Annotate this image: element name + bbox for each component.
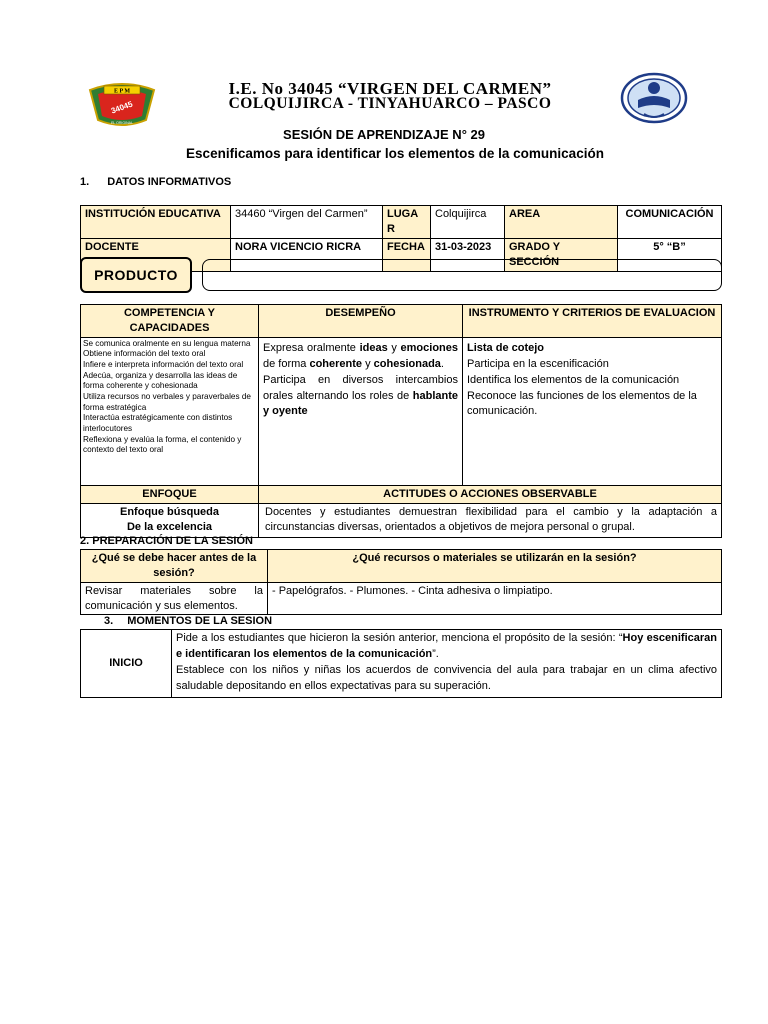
- capacidad-item: Interactúa estratégicamente con distintos interlocutores: [83, 413, 233, 433]
- grado-label: GRADO Y SECCIÓN: [505, 239, 618, 272]
- instrumento-title: Lista de cotejo: [467, 341, 545, 354]
- inicio-paragraph-1: Pide a los estudiantes que hicieron la sesión anterior, menciona el propósito de la sesión: “Hoy escenificaran e identificaran los elementos de la comunicación”.: [176, 632, 717, 660]
- lugar-value: Colquijirca: [431, 206, 505, 239]
- antes-question: ¿Qué se debe hacer antes de la sesión?: [81, 550, 268, 583]
- criterio-item: Identifica los elementos de la comunicación: [467, 373, 680, 386]
- section-1-label: DATOS INFORMATIVOS: [107, 176, 232, 188]
- col-desempeno-header: DESEMPEÑO: [259, 305, 463, 338]
- docente-value: NORA VICENCIO RICRA: [231, 239, 383, 272]
- enfoque-header: ENFOQUE: [81, 486, 259, 504]
- school-location-header: COLQUIJIRCA - TINYAHUARCO – PASCO: [228, 95, 552, 112]
- capacidad-item: Reflexiona y evalúa la forma, el contenido y contexto del texto oral: [83, 434, 242, 455]
- desempeno-paragraph-2: Participa en diversos intercambios orales alternando los roles de hablante y oyente: [263, 373, 458, 418]
- inst-label: INSTITUCIÓN EDUCATIVA: [81, 206, 231, 239]
- momentos-table: [80, 629, 722, 698]
- criterio-item: Reconoce las funciones de los elementos de la comunicación.: [467, 389, 697, 418]
- session-title: SESIÓN DE APRENDIZAJE N° 29: [283, 127, 485, 142]
- capacidad-item: Infiere e interpreta información del texto oral: [83, 360, 244, 369]
- fecha-value: 31-03-2023: [431, 239, 505, 272]
- capacidad-item: Se comunica oralmente en su lengua materna Obtiene información del texto oral: [83, 338, 251, 359]
- producto-field: [202, 259, 722, 291]
- section-3-heading: [104, 615, 272, 627]
- recursos-question: ¿Qué recursos o materiales se utilizarán en la sesión?: [268, 550, 722, 583]
- crest-caption: EL ORIGINAL: [111, 121, 133, 125]
- criterio-item: Participa en la escenificación: [467, 357, 609, 370]
- docente-label: DOCENTE: [81, 239, 231, 272]
- inicio-content: [172, 630, 722, 698]
- instrumento-cell: [463, 337, 722, 499]
- section-2-heading: 2. PREPARACIÓN DE LA SESIÓN: [80, 535, 253, 547]
- session-subtitle: Escenificamos para identificar los elementos de la comunicación: [186, 146, 604, 161]
- capacidad-item: Utiliza recursos no verbales y paraverbales de forma estratégica: [83, 391, 251, 412]
- fecha-label: FECHA: [383, 239, 431, 272]
- school-crest-logo: [86, 80, 158, 128]
- capacidad-item: Adecúa, organiza y desarrolla las ideas de forma coherente y cohesionada: [83, 370, 238, 391]
- enfoque-value-line1: Enfoque búsqueda: [120, 505, 219, 518]
- school-name-header: I.E. No 34045 “VIRGEN DEL CARMEN”: [228, 79, 552, 98]
- grado-value: 5° “B”: [618, 239, 722, 272]
- inst-value: 34460 “Virgen del Carmen”: [231, 206, 383, 239]
- producto-label: PRODUCTO: [80, 257, 192, 293]
- desempeno-paragraph-1: Expresa oralmente ideas y emociones de forma coherente y cohesionada.: [263, 341, 458, 370]
- desempeno-cell: [259, 337, 463, 499]
- section-3-label: MOMENTOS DE LA SESION: [127, 615, 273, 627]
- crest-letters: E P M: [114, 88, 130, 95]
- competencias-table: [80, 304, 722, 500]
- lugar-label: LUGA R: [383, 206, 431, 239]
- area-value: COMUNICACIÓN: [618, 206, 722, 239]
- enfoque-value-line2: De la excelencia: [126, 521, 212, 534]
- col-competencia-header: COMPETENCIA Y CAPACIDADES: [81, 305, 259, 338]
- area-label: AREA: [505, 206, 618, 239]
- section-1-number: 1.: [80, 176, 90, 188]
- capacidades-cell: [81, 337, 259, 499]
- institution-emblem-logo: [618, 70, 690, 128]
- section-1-heading: [80, 176, 231, 188]
- preparacion-table: [80, 549, 722, 615]
- col-instrumento-header: INSTRUMENTO Y CRITERIOS DE EVALUACION: [463, 305, 722, 338]
- actitudes-header: ACTITUDES O ACCIONES OBSERVABLE: [259, 486, 722, 504]
- antes-answer: Revisar materiales sobre la comunicación y sus elementos.: [81, 582, 268, 615]
- recursos-answer: - Papelógrafos. - Plumones. - Cinta adhesiva o limpiatipo.: [268, 582, 722, 615]
- enfoque-table: [80, 485, 722, 538]
- enfoque-value: [81, 503, 259, 537]
- inicio-label: INICIO: [81, 630, 172, 698]
- crest-number: 34045: [109, 99, 134, 116]
- section-3-number: 3.: [104, 615, 114, 627]
- inicio-paragraph-2: Establece con los niños y niñas los acuerdos de convivencia del aula para trabajar en un clima afectivo saludable depositando en ellos expectativas para su superación.: [176, 663, 717, 692]
- actitudes-value: Docentes y estudiantes demuestran flexibilidad para el cambio y la adaptación a circunstancias diversas, orientados a objetivos de mejora personal o grupal.: [259, 503, 722, 537]
